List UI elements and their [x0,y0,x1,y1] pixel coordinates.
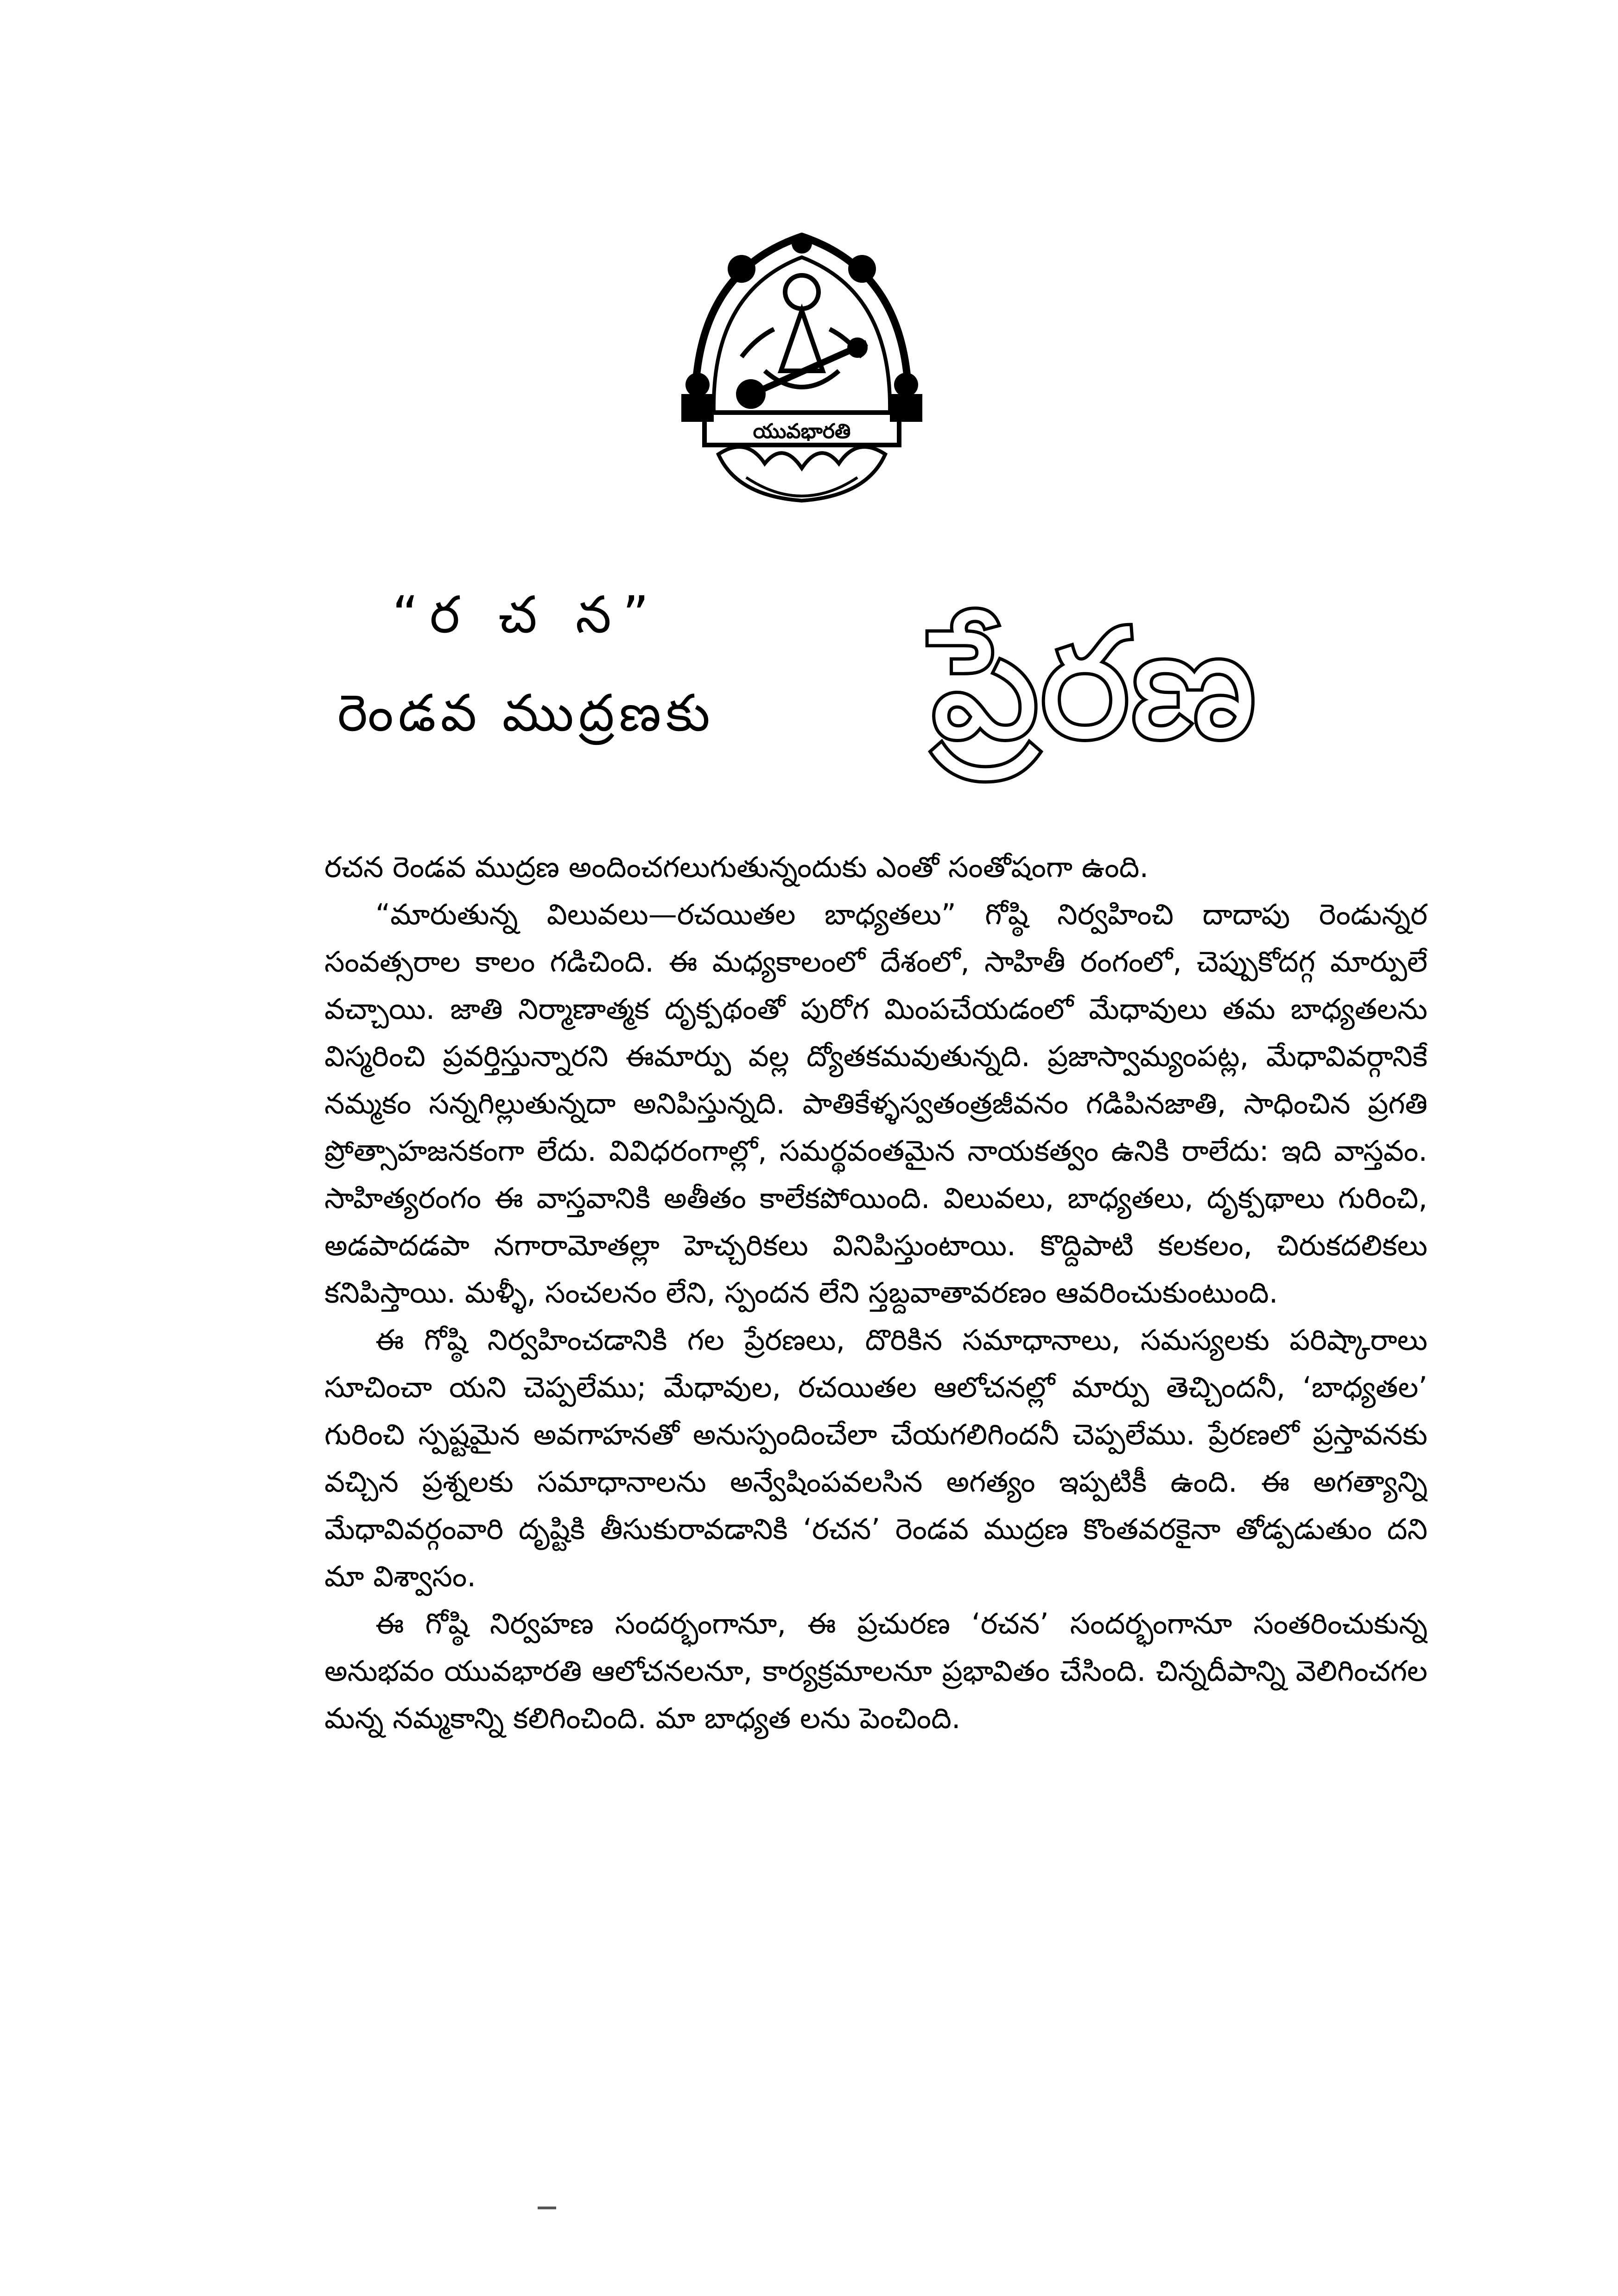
prerana-title [797,552,1390,793]
emblem-graphic [663,218,941,515]
heading-second-edition: రెండవ ముద్రణకు [337,683,715,743]
yuva-bharathi-emblem [663,218,941,515]
paragraph-3: ఈ గోష్ఠి నిర్వహించడానికి గల ప్రేరణలు, దొరికిన సమాధానాలు, సమస్యలకు పరిష్కారాలు సూచించా యని చెప్పలేము; మేధావుల, రచయితల ఆలోచనల్లో మార్పు తెచ్చిందనీ, ‘బాధ్యతల’ గురించి స్పష్టమైన అవగాహనతో అనుస్పందించేలా చేయగలిగిందనీ చెప్పలేము. ప్రేరణలో ప్రస్తావనకు వచ్చిన ప్రశ్నలకు సమాధానాలను అన్వేషింపవలసిన అగత్యం ఇప్పటికీ ఉంది. ఈ అగత్యాన్ని మేధావివర్గంవారి దృష్టికి తీసుకురావడానికి ‘రచన’ రెండవ ముద్రణ కొంతవరకైనా తోడ్పడుతుం దని మా విశ్వాసం. [324,1323,1428,1593]
emblem-caption: యువభారతి [753,420,851,443]
paragraph-4: ఈ గోష్ఠి నిర్వహణ సందర్భంగానూ, ఈ ప్రచురణ ‘రచన’ సందర్భంగానూ సంతరించుకున్న అనుభవం యువభారతి ఆలోచనలనూ, కార్యక్రమాలనూ ప్రభావితం చేసింది. చిన్నదీపాన్ని వెలిగించగల మన్న నమ్మకాన్ని కలిగించింది. మా బాధ్యత లను పెంచింది. [324,1607,1428,1735]
paragraph-1: రచన రెండవ ముద్రణ అందించగలుగుతున్నందుకు ఎంతో సంతోషంగా ఉంది. [324,850,1149,884]
heading-rachana: “ర చ న” [392,585,660,644]
prerana-title-text: ప్రేరణ [931,595,1257,773]
prerana-title-graphic [797,552,1390,793]
preface-body [324,844,1428,1919]
scan-mark [538,2207,556,2209]
paragraph-2: “మారుతున్న విలువలు—రచయితల బాధ్యతలు” గోష్ఠి నిర్వహించి దాదాపు రెండున్నర సంవత్సరాల కాలం గడిచింది. ఈ మధ్యకాలంలో దేశంలో, సాహితీ రంగంలో, చెప్పుకోదగ్గ మార్పులే వచ్చాయి. జాతి నిర్మాణాత్మక దృక్పథంతో పురోగ మింపచేయడంలో మేధావులు తమ బాధ్యతలను విస్మరించి ప్రవర్తిస్తున్నారని ఈమార్పు వల్ల ద్యోతకమవుతున్నది. ప్రజాస్వామ్యంపట్ల, మేధావివర్గానికే నమ్మకం సన్నగిల్లుతున్నదా అనిపిస్తున్నది. పాతికేళ్ళస్వతంత్రజీవనం గడిపినజాతి, సాధించిన ప్రగతి ప్రోత్సాహజనకంగా లేదు. వివిధరంగాల్లో, సమర్థవంతమైన నాయకత్వం ఉనికి రాలేదు: ఇది వాస్తవం. సాహిత్యరంగం ఈ వాస్తవానికి అతీతం కాలేకపోయింది. విలువలు, బాధ్యతలు, దృక్పథాలు గురించి, అడపాదడపా నగారామోతల్లా హెచ్చరికలు వినిపిస్తుంటాయి. కొద్దిపాటి కలకలం, చిరుకదలికలు కనిపిస్తాయి. మళ్ళీ, సంచలనం లేని, స్పందన లేని స్తబ్దవాతావరణం ఆవరించుకుంటుంది. [324,897,1428,1310]
heading-block [260,584,793,744]
